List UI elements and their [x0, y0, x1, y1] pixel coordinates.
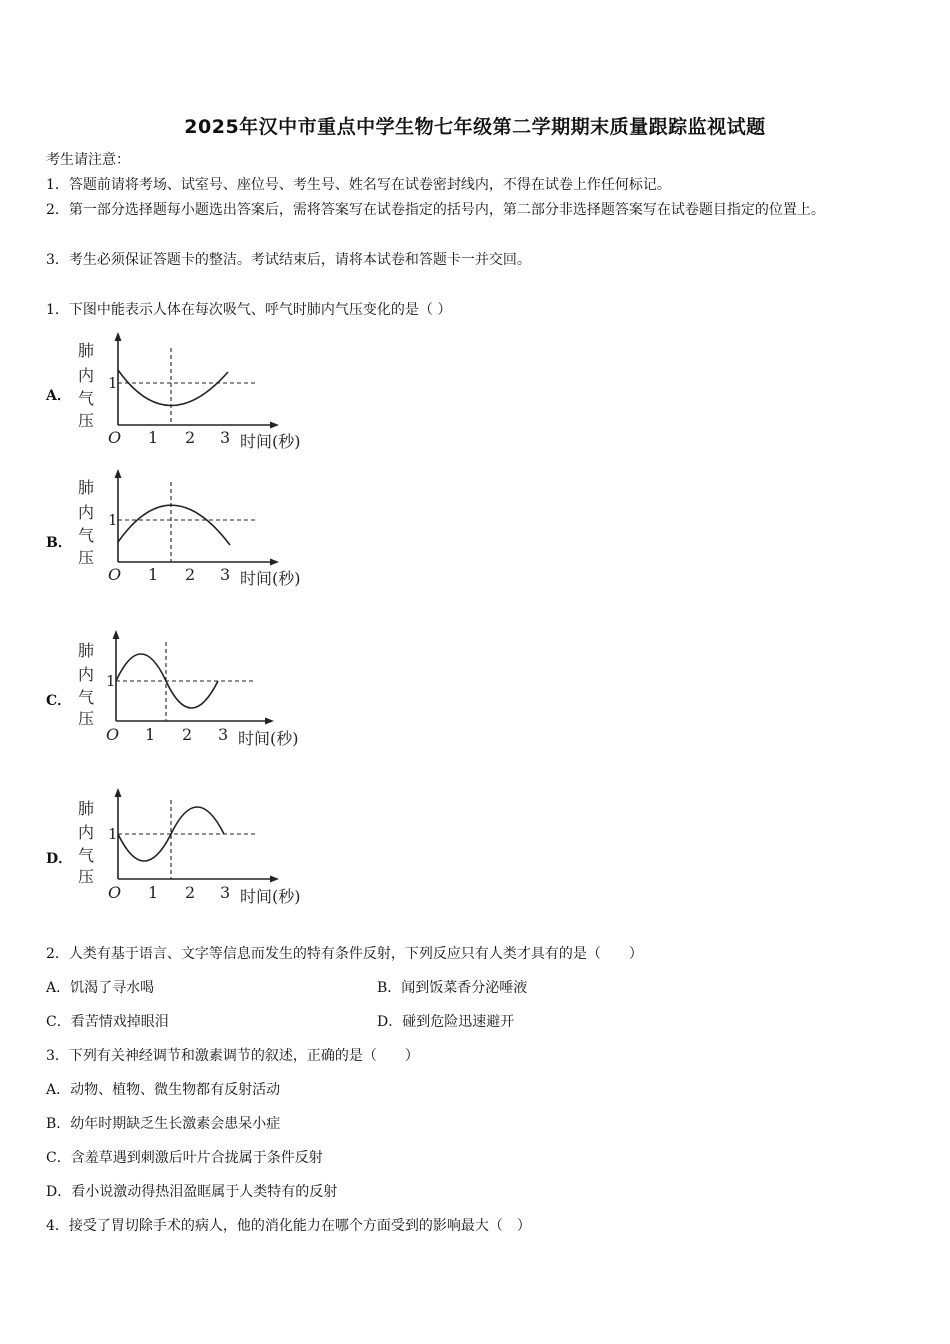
q1-option-c-label: C．: [46, 693, 72, 709]
ylabel-char: 气: [78, 846, 95, 865]
page-title: 2025年汉中市重点中学生物七年级第二学期期末质量跟踪监视试题: [184, 116, 766, 138]
q2-option-b: B．闻到饭菜香分泌唾液: [377, 980, 528, 996]
xaxis-label: 时间(秒): [240, 432, 301, 451]
xtick-label: 1: [145, 725, 156, 744]
q1-graph-d: [68, 784, 328, 913]
xtick-label: 2: [185, 565, 196, 584]
pressure-curve: [118, 505, 230, 545]
ylabel-char: 气: [78, 688, 95, 707]
notice-item-1: 1．答题前请将考场、试室号、座位号、考生号、姓名写在试卷密封线内，不得在试卷上作任何标记。: [46, 177, 671, 193]
origin-label: O: [108, 883, 122, 902]
xtick-label: 2: [185, 883, 196, 902]
ylabel-char: 压: [78, 709, 95, 728]
ytick-label: 1: [108, 374, 118, 392]
origin-label: O: [108, 565, 122, 584]
q1-graph-a: [68, 330, 328, 459]
question-4-stem: 4．接受了胃切除手术的病人，他的消化能力在哪个方面受到的影响最大（ ）: [46, 1218, 531, 1234]
ylabel-char: 压: [78, 548, 95, 567]
notice-item-2: 2．第一部分选择题每小题选出答案后，需将答案写在试卷指定的括号内，第二部分非选择题答案写在试卷题目指定的位置上。: [46, 202, 825, 218]
ylabel-char: 压: [78, 411, 95, 430]
xaxis-label: 时间(秒): [240, 569, 301, 588]
xtick-label: 3: [220, 883, 231, 902]
q3-option-b: B．幼年时期缺乏生长激素会患呆小症: [46, 1116, 281, 1132]
q2-option-a: A．饥渴了寻水喝: [46, 980, 155, 996]
question-1-stem: 1．下图中能表示人体在每次吸气、呼气时肺内气压变化的是（ ）: [46, 302, 452, 318]
q3-option-d: D．看小说激动得热泪盈眶属于人类特有的反射: [46, 1184, 338, 1200]
xtick-label: 2: [185, 428, 196, 447]
q1-graph-b: [68, 467, 328, 596]
ylabel-char: 压: [78, 867, 95, 886]
q2-option-d: D．碰到危险迅速避开: [377, 1014, 515, 1030]
xtick-label: 3: [220, 565, 231, 584]
xaxis-label: 时间(秒): [240, 887, 301, 906]
ylabel-char: 内: [78, 503, 95, 522]
xtick-label: 3: [220, 428, 231, 447]
xtick-label: 1: [148, 428, 159, 447]
ylabel-char: 内: [78, 823, 95, 842]
q2-option-c: C．看苦情戏掉眼泪: [46, 1014, 169, 1030]
question-3-stem: 3．下列有关神经调节和激素调节的叙述，正确的是（ ）: [46, 1048, 419, 1064]
ytick-label: 1: [108, 825, 118, 843]
xtick-label: 1: [148, 883, 159, 902]
q3-option-c: C．含羞草遇到刺激后叶片合拢属于条件反射: [46, 1150, 323, 1166]
xaxis-label: 时间(秒): [238, 729, 299, 748]
ylabel-char: 气: [78, 389, 95, 408]
origin-label: O: [108, 428, 122, 447]
ylabel-char: 内: [78, 665, 95, 684]
xtick-label: 3: [218, 725, 229, 744]
ylabel-char: 肺: [78, 341, 95, 360]
ylabel-char: 内: [78, 366, 95, 385]
notice-heading: 考生请注意：: [46, 152, 130, 168]
q1-graph-c: [68, 626, 328, 755]
q3-option-a: A．动物、植物、微生物都有反射活动: [46, 1082, 281, 1098]
q1-option-d-label: D．: [46, 851, 73, 867]
origin-label: O: [106, 725, 120, 744]
pressure-curve: [118, 370, 228, 406]
ytick-label: 1: [108, 511, 118, 529]
ylabel-char: 肺: [78, 478, 95, 497]
notice-item-3: 3．考生必须保证答题卡的整洁。考试结束后，请将本试卷和答题卡一并交回。: [46, 252, 531, 268]
q1-option-a-label: A．: [46, 388, 71, 404]
question-2-stem: 2．人类有基于语言、文字等信息而发生的特有条件反射，下列反应只有人类才具有的是（ ）: [46, 946, 643, 962]
xtick-label: 1: [148, 565, 159, 584]
ylabel-char: 气: [78, 526, 95, 545]
ylabel-char: 肺: [78, 641, 95, 660]
ylabel-char: 肺: [78, 799, 95, 818]
xtick-label: 2: [182, 725, 193, 744]
ytick-label: 1: [106, 672, 116, 690]
q1-option-b-label: B．: [46, 535, 72, 551]
